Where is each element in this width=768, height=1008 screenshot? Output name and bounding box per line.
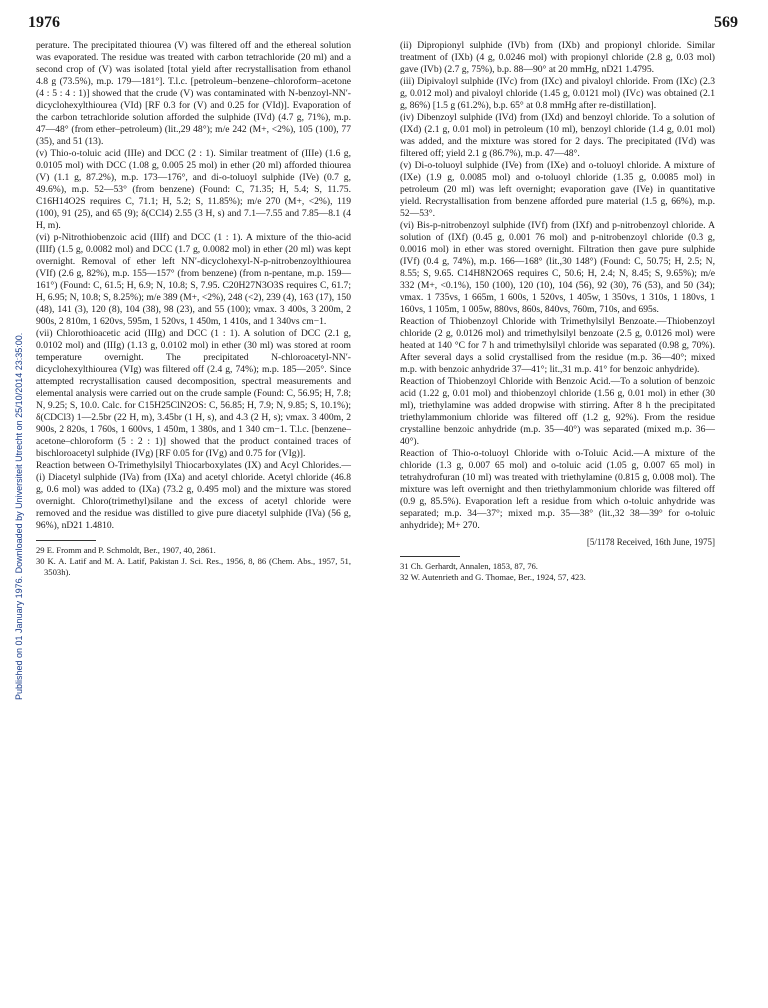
left-column — [36, 40, 351, 578]
year-header: 1976 — [28, 14, 60, 31]
footnote-divider — [36, 540, 96, 541]
paragraph: (v) Di-o-toluoyl sulphide (IVe) from (IXe) and o-toluoyl chloride. A mixture of (IXe) (1.9 g, 0.0085 mol) and o-toluoyl chloride (1.35 g, 0.0085 mol) in petroleum (20 ml) was left overnight; evaporation gave (IVe) in quantitative yield. Recrystallisation from benzene afforded pure material (1.5 g, 66%), m.p. 52—53°. — [400, 160, 715, 219]
footnote-divider — [400, 556, 460, 557]
page-number: 569 — [714, 14, 738, 31]
paragraph: (iv) Dibenzoyl sulphide (IVd) from (IXd) and benzoyl chloride. To a solution of (IXd) (2.1 g, 0.01 mol) in petroleum (10 ml), benzoyl chloride (1.4 g, 0.01 mol) was added, and the mixture was stored for 2 days. The precipitated (IVd) was filtered off; yield 2.1 g (86.7%), m.p. 47—48°. — [400, 112, 715, 159]
footnote: 31 Ch. Gerhardt, Annalen, 1853, 87, 76. — [400, 561, 538, 571]
download-watermark — [4, 60, 24, 700]
paragraph: Reaction of Thiobenzoyl Chloride with Trimethylsilyl Benzoate.—Thiobenzoyl chloride (2 g, 0.0126 mol) and trimethylsilyl benzoate (2.5 g, 0.0126 mol) were heated at 140 °C for 7 h and trimethylsilyl chloride was separated (0.98 g, 70%). After several days a solid crystallised from the residue (m.p. 36—40°; mixed m.p. with benzoic anhydride 37—41°; lit.,31 m.p. 41° for benzoic anhydride). — [400, 316, 715, 375]
paragraph: Reaction of Thiobenzoyl Chloride with Benzoic Acid.—To a solution of benzoic acid (1.22 g, 0.01 mol) and thiobenzoyl chloride (1.56 g, 0.01 mol) in ether (30 ml), triethylamine was added dropwise with stirring. After 8 h the precipitated triethylammonium chloride was filtered off (1.2 g, 92%). From the residue crystalline benzoic anhydride (m.p. 35—40°) was separated (mixed m.p. 36—40°). — [400, 376, 715, 447]
download-watermark-text[interactable]: Published on 01 January 1976. Downloaded by Universiteit Utrecht on 25/10/2014 23:35:00. — [14, 332, 24, 700]
received-date: [5/1178 Received, 16th June, 1975] — [586, 537, 715, 547]
paragraph: (iii) Dipivaloyl sulphide (IVc) from (IXc) and pivaloyl chloride. From (IXc) (2.3 g, 0.012 mol) and pivaloyl chloride (1.45 g, 0.0121 mol) (IVc) was obtained (2.1 g, 86%) [1.5 g (61.2%), b.p. 65° at 0.8 mmHg after re-distillation]. — [400, 76, 715, 111]
paragraph: (ii) Dipropionyl sulphide (IVb) from (IXb) and propionyl chloride. Similar treatment of (IXb) (4 g, 0.0246 mol) with propionyl chloride (2.8 g, 0.03 mol) gave (IVb) (2.7 g, 75%), b.p. 88—90° at 20 mmHg, nD21 1.4795. — [400, 40, 715, 75]
paragraph: perature. The precipitated thiourea (V) was filtered off and the ethereal solution was evaporated. The residue was treated with carbon tetrachloride (20 ml) and a second crop of (V) was isolated [total yield after recrystallisation from ethanol 4.8 g (73.5%), m.p. 179—181°]. T.l.c. [petroleum–benzene–chloroform–acetone (4 : 5 : 4 : 1)] showed that the crude (V) was contaminated with N-benzoyl-NN′-dicyclohexylthiourea (VId) [RF 0.3 for (V) and 0.25 for (VId)]. Evaporation of the carbon tetrachloride solution afforded the sulphide (IVd) (4.7 g, 71%), m.p. 47—48° (from ether–petroleum) (lit.,29 48°); m/e 242 (M+, <2%), 105 (100), 77 (35), and 51 (13). — [36, 40, 351, 147]
paragraph: (vii) Chlorothioacetic acid (IIIg) and DCC (1 : 1). A solution of DCC (2.1 g, 0.0102 mol) and (IIIg) (1.13 g, 0.0102 mol) in ether (30 ml) was stored at room temperature overnight. The precipitated N-chloroacetyl-NN′-dicyclohexylthiourea (VIg) was filtered off (2.4 g, 74%); m.p. 185—205°. Since attempted recrystallisation caused decomposition, spectral measurements and elemental analysis were carried out on the crude sample (Found: C, 56.95; H, 7.8; N, 9.25; S, 10.0. Calc. for C15H25ClN2OS: C, 56.85; H, 7.9; N, 9.85; S, 10.1%); δ(CDCl3) 1—2.5br (22 H, m), 3.45br (1 H, s), and 4.3 (2 H, s); νmax. 3 400m, 2 900s, 2 820s, 1 760s, 1 600vs, 1 450m, 1 380s, and 1 340 cm−1. T.l.c. [benzene–acetone–chloroform (5 : 2 : 1)] showed that the product contained traces of bischloroacetyl sulphide (IVg) [RF 0.05 for (IVg) and 0.75 for (VIg)]. — [36, 328, 351, 459]
footnote: 32 W. Autenrieth and G. Thomae, Ber., 1924, 57, 423. — [400, 572, 586, 582]
paragraph: (vi) p-Nitrothiobenzoic acid (IIIf) and DCC (1 : 1). A mixture of the thio-acid (IIIf) (1.5 g, 0.0082 mol) and DCC (1.7 g, 0.0082 mol) in ether (20 ml) was kept overnight. Removal of ether left NN′-dicyclohexyl-N-p-nitrobenzoylthiourea (VIf) (2.6 g, 82%), m.p. 155—157° (from benzene) (from n-pentane, m.p. 159—161°) (Found: C, 61.5; H, 6.9; N, 10.8; S, 7.95. C20H27N3O3S requires C, 61.7; H, 6.95; N, 10.8; S, 8.25%); m/e 389 (M+, <2%), 248 (<2), 239 (4), 163 (17), 150 (48), 141 (3), 120 (8), 104 (38), 98 (23), and 55 (100); νmax. 3 400s, 3 200m, 2 900s, 2 810m, 1 620vs, 595m, 1 520vs, 1 450m, 1 410s, and 1 340vs cm−1. — [36, 232, 351, 327]
paragraph: (vi) Bis-p-nitrobenzoyl sulphide (IVf) from (IXf) and p-nitrobenzoyl chloride. A solution of (IXf) (0.45 g, 0.001 76 mol) and p-nitrobenzoyl chloride (0.3 g, 0.0016 mol) in ether was stored overnight. Filtration then gave pure sulphide (IVf) (0.4 g, 74%), m.p. 166—168° (lit.,30 148°) (Found: C, 50.75; H, 2.5; N, 8.55; S, 9.65. C14H8N2O6S requires C, 50.6; H, 2.4; N, 8.45; S, 9.65%); m/e 332 (M+, <0.1%), 150 (100), 120 (10), 104 (56), 92 (30), 76 (53), and 50 (34); νmax. 1 735vs, 1 665m, 1 600s, 1 520vs, 1 405w, 1 350vs, 1 310s, 1 180vs, 1 160vs, 1 105m, 1 005w, 880vs, 860s, 840vs, 760m, 710s, and 695s. — [400, 220, 715, 315]
footnote: 29 E. Fromm and P. Schmoldt, Ber., 1907, 40, 2861. — [36, 545, 216, 555]
paragraph: (v) Thio-o-toluic acid (IIIe) and DCC (2 : 1). Similar treatment of (IIIe) (1.6 g, 0.0105 mol) with DCC (1.08 g, 0.005 25 mol) in ether (20 ml) afforded thiourea (V) (1.1 g, 87.2%), m.p. 173—176°, and di-o-toluoyl sulphide (IVe) (0.7 g, 49.6%), m.p. 52—53° (from benzene) (Found: C, 71.35; H, 5.4; S, 11.75. C16H14O2S requires C, 71.1; H, 5.2; S, 11.85%); m/e 270 (M+, <2%), 119 (100), 91 (25), and 65 (9); δ(CCl4) 2.55 (3 H, s) and 7.1—7.55 and 7.85—8.1 (4 H, m). — [36, 148, 351, 231]
footnote: 30 K. A. Latif and M. A. Latif, Pakistan J. Sci. Res., 1956, 8, 86 (Chem. Abs., 1957, 51, 3503h). — [36, 556, 351, 577]
right-column — [400, 40, 715, 583]
paragraph: Reaction of Thio-o-toluoyl Chloride with o-Toluic Acid.—A mixture of the chloride (1.3 g, 0.007 65 mol) and o-toluic acid (1.05 g, 0.007 65 mol) in tetrahydrofuran (10 ml) was treated with triethylamine (0.815 g, 0.008 mol). The mixture was left overnight and then triethylammonium chloride was filtered off (0.9 g, 85.5%). Evaporation left a residue from which o-toluic anhydride was separated; m.p. 34—37°; mixed m.p. 35—38° (lit.,32 38—39° for o-toluic anhydride); M+ 270. — [400, 448, 715, 531]
paragraph: Reaction between O-Trimethylsilyl Thiocarboxylates (IX) and Acyl Chlorides.—(i) Diacetyl sulphide (IVa) from (IXa) and acetyl chloride. Acetyl chloride (46.8 g, 0.6 mol) was added to (IXa) (73.2 g, 0.495 mol) and the mixture was stored overnight. Chloro(trimethyl)silane and the excess of acetyl chloride were removed and the residue was distilled to give pure diacetyl sulphide (IVa) (56 g, 96%), nD21 1.4810. — [36, 460, 351, 531]
